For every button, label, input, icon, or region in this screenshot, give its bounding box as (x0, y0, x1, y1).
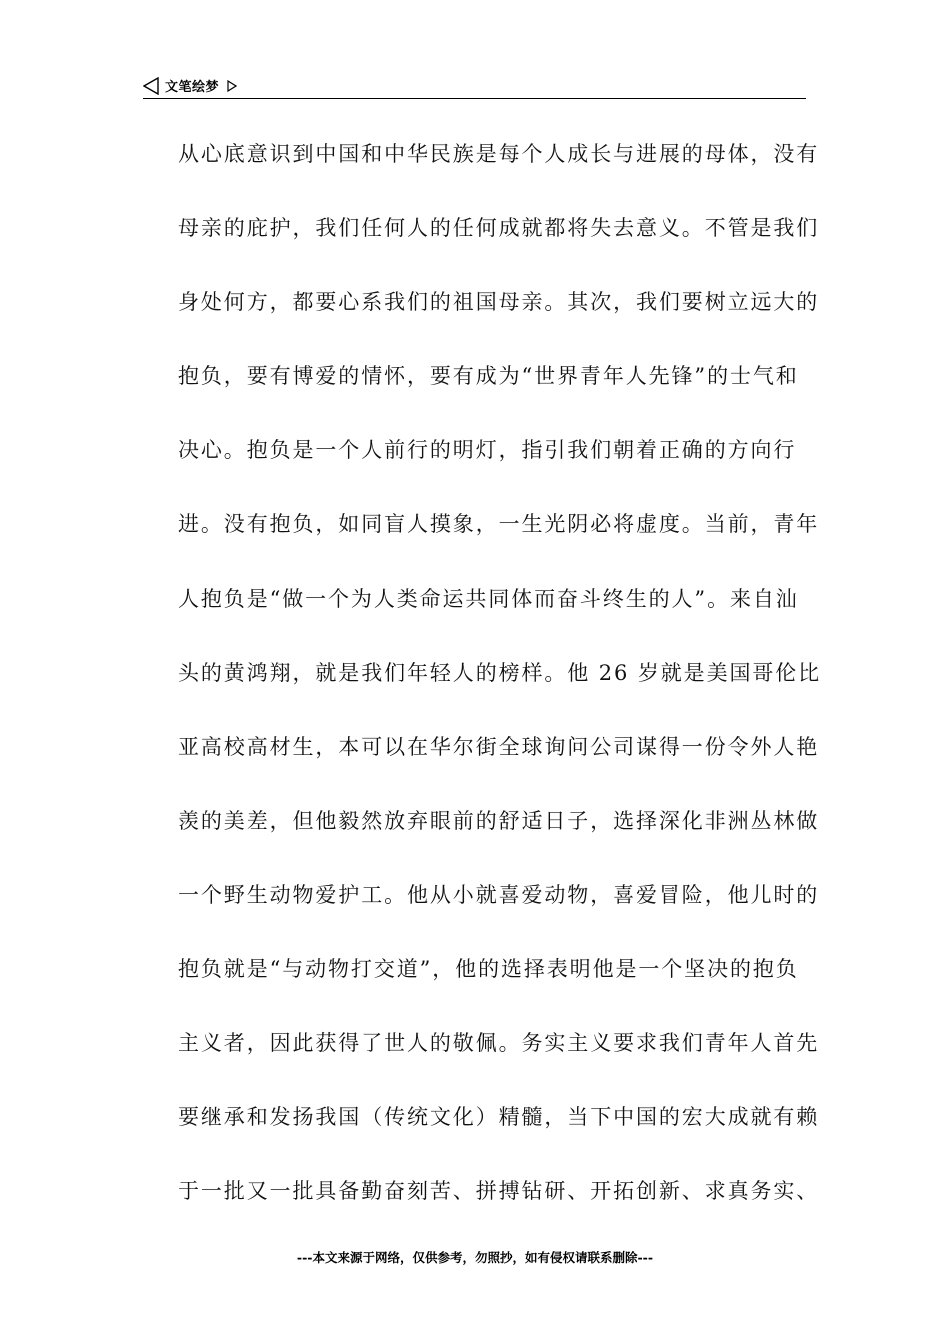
body-line: 从心底意识到中国和中华民族是每个人成长与进展的母体，没有 (178, 142, 820, 166)
body-line: 身处何方，都要心系我们的祖国母亲。其次，我们要树立远大的 (178, 290, 820, 315)
body-line: 抱负，要有博爱的情怀，要有成为“世界青年人先锋”的士气和 (178, 364, 799, 389)
header-brand: 文笔绘梦 (165, 80, 220, 95)
body-line: 抱负就是“与动物打交道”，他的选择表明他是一个坚决的抱负 (178, 957, 799, 982)
body-line: 亚高校高材生，本可以在华尔街全球询问公司谋得一份令外人艳 (178, 734, 820, 759)
header-brand-group (143, 76, 237, 95)
body-line: 羡的美差，但他毅然放弃眼前的舒适日子，选择深化非洲丛林做 (178, 808, 820, 833)
body-line: 母亲的庇护，我们任何人的任何成就都将失去意义。不管是我们 (178, 216, 820, 241)
body-line: 一个野生动物爱护工。他从小就喜爱动物，喜爱冒险，他儿时的 (178, 882, 820, 907)
body-line: 决心。抱负是一个人前行的明灯，指引我们朝着正确的方向行 (178, 438, 797, 463)
page-header (143, 74, 806, 99)
body-line: 要继承和发扬我国（传统文化）精髓，当下中国的宏大成就有赖 (178, 1105, 820, 1130)
triangle-left-icon (143, 77, 159, 95)
body-line: 于一批又一批具备勤奋刻苦、拼搏钻研、开拓创新、求真务实、 (178, 1179, 820, 1204)
body-line: 头的黄鸿翔，就是我们年轻人的榜样。他 26 岁就是美国哥伦比 (178, 660, 822, 685)
footer-notice: ---本文来源于网络，仅供参考，勿照抄，如有侵权请联系删除--- (296, 1250, 654, 1265)
body-line: 进。没有抱负，如同盲人摸象，一生光阴必将虚度。当前，青年 (178, 512, 820, 537)
body-line: 人抱负是“做一个为人类命运共同体而奋斗终生的人”。来自汕 (178, 586, 799, 611)
body-text (178, 127, 822, 1238)
triangle-right-icon (227, 77, 237, 89)
body-line: 主义者，因此获得了世人的敬佩。务实主义要求我们青年人首先 (178, 1031, 820, 1056)
